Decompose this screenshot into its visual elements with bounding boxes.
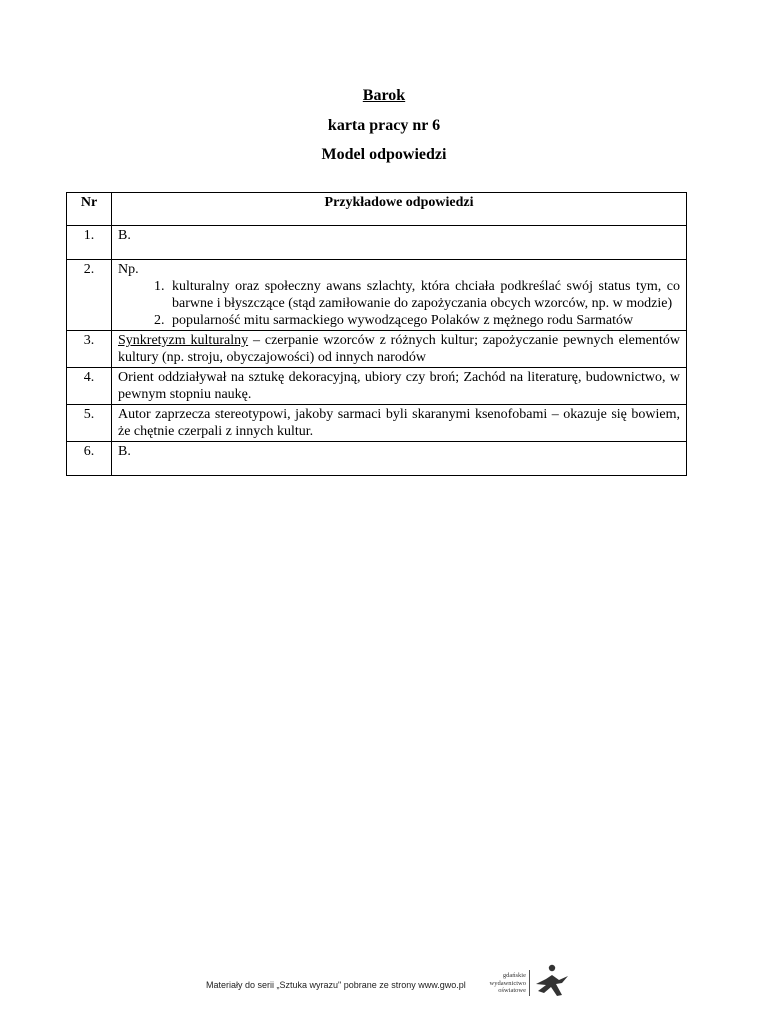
row-number: 6. — [67, 442, 112, 476]
list-item: 1. kulturalny oraz społeczny awans szlachty, która chciała podkreślać swój status tym, co barwne i błyszczące (stąd zamiłowanie do zapożyczania obcych wzorców, np. w modzie) — [168, 278, 680, 312]
row-answer: Autor zaprzecza stereotypowi, jakoby sarmaci byli skaranymi ksenofobami – okazuje się bowiem, że chętnie czerpali z innych kultur. — [112, 405, 687, 442]
answer-intro: Np. — [118, 262, 139, 277]
table-row — [67, 331, 687, 368]
column-header-nr: Nr — [67, 193, 112, 226]
row-number: 5. — [67, 405, 112, 442]
row-number: 1. — [67, 226, 112, 260]
publisher-name-line: oświatowe — [498, 987, 526, 994]
gwo-logo-icon — [532, 962, 572, 1003]
answer-definition: – czerpanie wzorców z różnych kultur; zapożyczanie pewnych elementów kultury (np. stroju, obyczajowości) od innych narodów — [118, 333, 680, 365]
row-answer: Orient oddziaływał na sztukę dekoracyjną, ubiory czy broń; Zachód na literaturę, budownictwo, w pewnym stopniu naukę. — [112, 368, 687, 405]
answer-list — [118, 278, 680, 329]
footer-note: Materiały do serii „Sztuka wyrazu" pobrane ze strony www.gwo.pl — [206, 980, 466, 990]
row-number: 3. — [67, 331, 112, 368]
row-number: 2. — [67, 260, 112, 331]
answer-key-heading: Model odpowiedzi — [321, 146, 447, 163]
table-row — [67, 368, 687, 405]
row-answer — [112, 331, 687, 368]
publisher-name-line: gdańskie — [502, 972, 526, 979]
answers-table — [66, 192, 687, 476]
publisher-name — [478, 972, 526, 995]
logo-divider — [529, 970, 530, 996]
table-row — [67, 405, 687, 442]
answer-term: Synkretyzm kulturalny — [118, 333, 249, 348]
row-answer: B. — [112, 226, 687, 260]
row-answer — [112, 260, 687, 331]
table-row — [67, 226, 687, 260]
table-row — [67, 260, 687, 331]
list-item: 2. popularność mitu sarmackiego wywodzącego Polaków z mężnego rodu Sarmatów — [168, 312, 680, 329]
table-header-row — [67, 193, 687, 226]
row-number: 4. — [67, 368, 112, 405]
row-answer: B. — [112, 442, 687, 476]
column-header-answers: Przykładowe odpowiedzi — [112, 193, 687, 226]
table-row — [67, 442, 687, 476]
document-title: Barok — [362, 87, 406, 104]
worksheet-number: karta pracy nr 6 — [327, 117, 441, 134]
publisher-name-line: wydawnictwo — [489, 979, 526, 987]
